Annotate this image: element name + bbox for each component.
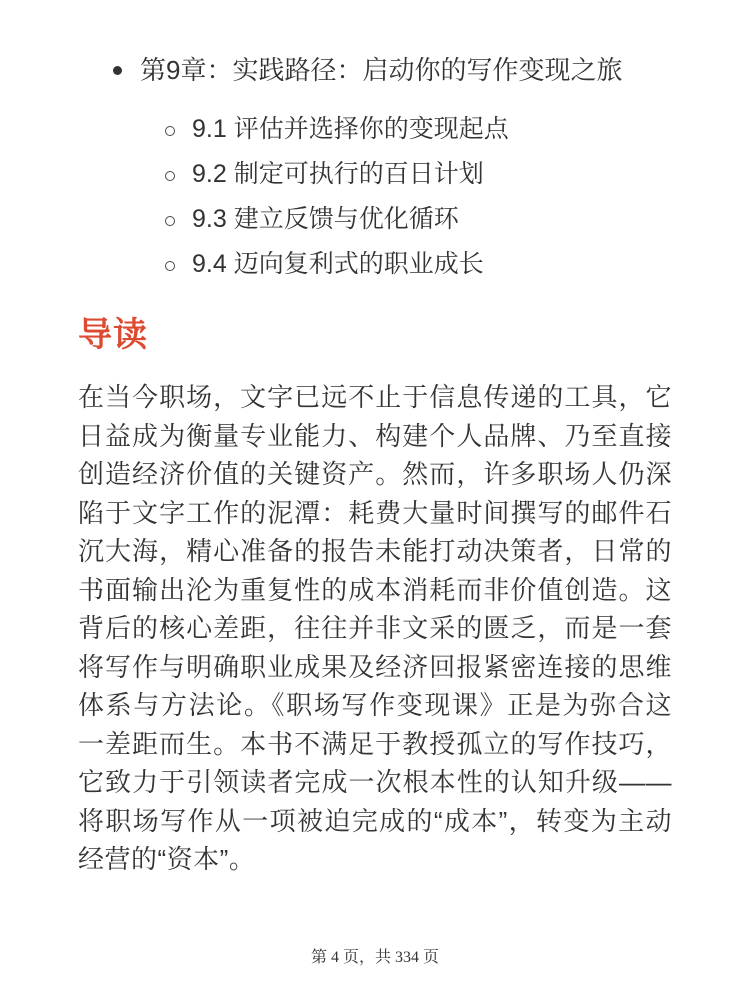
- circle-bullet-icon: [165, 126, 175, 136]
- toc-section-label: 9.2 制定可执行的百日计划: [192, 160, 484, 188]
- toc-section-item: [140, 152, 672, 197]
- toc-section-label: 9.3 建立反馈与优化循环: [192, 205, 459, 233]
- page-indicator: 第 4 页，共 334 页: [310, 949, 439, 966]
- toc-section-label: 9.4 迈向复利式的职业成长: [192, 250, 484, 278]
- toc-chapter-label: 第9章：实践路径：启动你的写作变现之旅: [140, 55, 623, 85]
- disc-bullet-icon: [113, 66, 122, 75]
- toc-section-item: [140, 107, 672, 152]
- section-heading: 导读: [78, 316, 148, 354]
- intro-paragraph: 在当今职场，文字已远不止于信息传递的工具，它日益成为衡量专业能力、构建个人品牌、乃至直接创造经济价值的关键资产。然而，许多职场人仍深陷于文字工作的泥潭：耗费大量时间撰写的邮件石沉大海，精心准备的报告未能打动决策者，日常的书面输出沦为重复性的成本消耗而非价值创造。这背后的核心差距，往往并非文采的匮乏，而是一套将写作与明确职业成果及经济回报紧密连接的思维体系与方法论。《职场写作变现课》正是为弥合这一差距而生。本书不满足于教授孤立的写作技巧，它致力于引领读者完成一次根本性的认知升级——将职场写作从一项被迫完成的“成本”，转变为主动经营的“资本”。: [78, 382, 672, 874]
- circle-bullet-icon: [165, 171, 175, 181]
- toc-section-list: [140, 107, 672, 287]
- circle-bullet-icon: [165, 216, 175, 226]
- toc-section-label: 9.1 评估并选择你的变现起点: [192, 115, 509, 143]
- page-footer: [0, 944, 750, 967]
- toc-section-item: [140, 242, 672, 287]
- circle-bullet-icon: [165, 261, 175, 271]
- table-of-contents: [78, 52, 672, 287]
- toc-chapter-item: [78, 52, 672, 287]
- toc-section-item: [140, 197, 672, 242]
